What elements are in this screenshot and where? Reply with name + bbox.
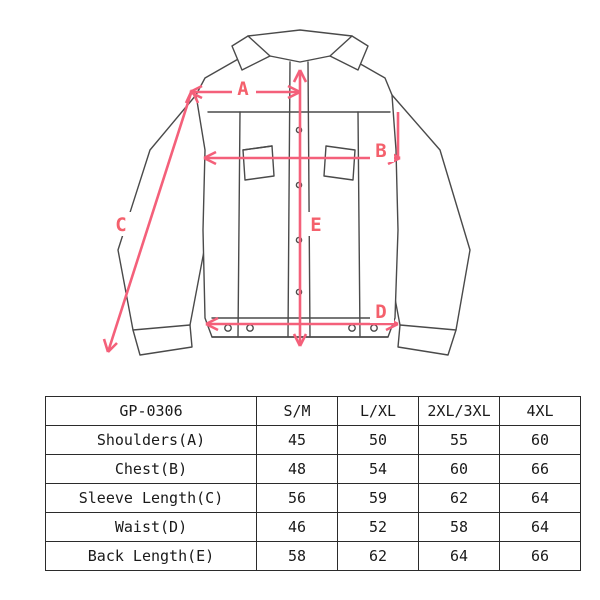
cell-back-4: 66: [500, 542, 581, 571]
table-header-size-1: S/M: [257, 397, 338, 426]
cell-waist-3: 58: [419, 513, 500, 542]
table-header-size-3: 2XL/3XL: [419, 397, 500, 426]
cell-back-1: 58: [257, 542, 338, 571]
row-label-shoulders: Shoulders(A): [46, 426, 257, 455]
cell-sleeve-3: 62: [419, 484, 500, 513]
cell-waist-2: 52: [338, 513, 419, 542]
cell-sleeve-4: 64: [500, 484, 581, 513]
measure-label-c: C: [115, 214, 127, 236]
cell-back-3: 64: [419, 542, 500, 571]
cell-waist-4: 64: [500, 513, 581, 542]
cell-chest-1: 48: [257, 455, 338, 484]
jacket-outline: [118, 30, 470, 355]
cell-chest-3: 60: [419, 455, 500, 484]
cell-shoulders-1: 45: [257, 426, 338, 455]
table-row: [46, 426, 581, 455]
measure-label-a: A: [237, 78, 249, 100]
table-header-row: [46, 397, 581, 426]
cell-waist-1: 46: [257, 513, 338, 542]
table-row: [46, 513, 581, 542]
table-row: [46, 484, 581, 513]
table-row: [46, 542, 581, 571]
cell-sleeve-1: 56: [257, 484, 338, 513]
row-label-waist: Waist(D): [46, 513, 257, 542]
table-header-size-2: L/XL: [338, 397, 419, 426]
cell-chest-2: 54: [338, 455, 419, 484]
table-row: [46, 455, 581, 484]
size-table: [45, 396, 581, 571]
table-model-cell: GP-0306: [46, 397, 257, 426]
row-label-back-length: Back Length(E): [46, 542, 257, 571]
measure-label-d: D: [375, 301, 387, 323]
cell-back-2: 62: [338, 542, 419, 571]
row-label-chest: Chest(B): [46, 455, 257, 484]
cell-chest-4: 66: [500, 455, 581, 484]
measure-label-e: E: [310, 214, 322, 236]
cell-sleeve-2: 59: [338, 484, 419, 513]
row-label-sleeve-length: Sleeve Length(C): [46, 484, 257, 513]
cell-shoulders-3: 55: [419, 426, 500, 455]
cell-shoulders-4: 60: [500, 426, 581, 455]
cell-shoulders-2: 50: [338, 426, 419, 455]
measure-label-b: B: [375, 140, 387, 162]
table-header-size-4: 4XL: [500, 397, 581, 426]
